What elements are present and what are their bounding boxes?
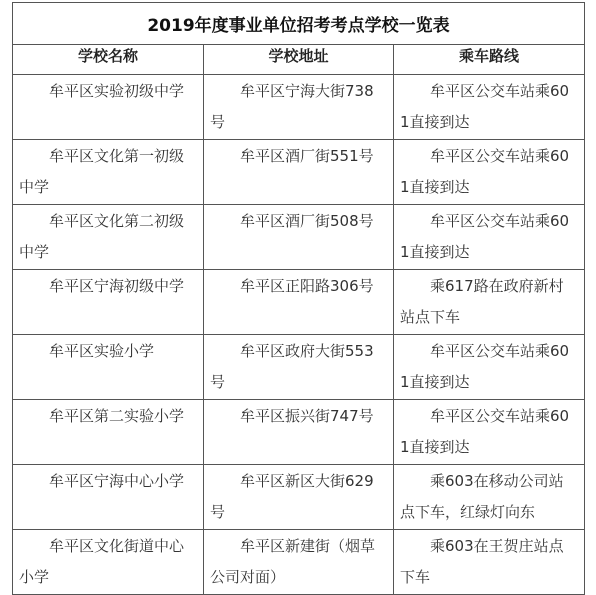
table-row (13, 530, 585, 595)
table-title: 2019年度事业单位招考考点学校一览表 (13, 3, 585, 45)
school-address-cell: 牟平区新区大街629号 (204, 465, 394, 530)
school-address-cell: 牟平区新建街（烟草公司对面） (204, 530, 394, 595)
school-name-cell: 牟平区实验小学 (13, 335, 204, 400)
bus-route-cell: 牟平区公交车站乘601直接到达 (394, 140, 585, 205)
table-row (13, 465, 585, 530)
bus-route-cell: 牟平区公交车站乘601直接到达 (394, 205, 585, 270)
school-address-cell: 牟平区政府大街553号 (204, 335, 394, 400)
header-row (13, 45, 585, 75)
title-row (13, 3, 585, 45)
header-bus-route: 乘车路线 (394, 45, 585, 75)
bus-route-cell: 乘603在移动公司站点下车，红绿灯向东 (394, 465, 585, 530)
school-name-cell: 牟平区宁海中心小学 (13, 465, 204, 530)
school-name-cell: 牟平区文化第一初级中学 (13, 140, 204, 205)
bus-route-cell: 乘603在王贺庄站点下车 (394, 530, 585, 595)
school-name-cell: 牟平区文化街道中心小学 (13, 530, 204, 595)
school-address-cell: 牟平区酒厂街551号 (204, 140, 394, 205)
school-address-cell: 牟平区振兴街747号 (204, 400, 394, 465)
exam-site-table-container (12, 2, 585, 595)
bus-route-cell: 牟平区公交车站乘601直接到达 (394, 75, 585, 140)
school-address-cell: 牟平区酒厂街508号 (204, 205, 394, 270)
table-row (13, 205, 585, 270)
school-name-cell: 牟平区实验初级中学 (13, 75, 204, 140)
school-name-cell: 牟平区第二实验小学 (13, 400, 204, 465)
table-row (13, 75, 585, 140)
header-school-address: 学校地址 (204, 45, 394, 75)
table-row (13, 400, 585, 465)
table-row (13, 140, 585, 205)
school-name-cell: 牟平区文化第二初级中学 (13, 205, 204, 270)
school-address-cell: 牟平区正阳路306号 (204, 270, 394, 335)
school-address-cell: 牟平区宁海大街738号 (204, 75, 394, 140)
school-name-cell: 牟平区宁海初级中学 (13, 270, 204, 335)
header-school-name: 学校名称 (13, 45, 204, 75)
bus-route-cell: 牟平区公交车站乘601直接到达 (394, 335, 585, 400)
table-row (13, 270, 585, 335)
exam-site-table (12, 2, 585, 595)
bus-route-cell: 乘617路在政府新村站点下车 (394, 270, 585, 335)
table-row (13, 335, 585, 400)
bus-route-cell: 牟平区公交车站乘601直接到达 (394, 400, 585, 465)
